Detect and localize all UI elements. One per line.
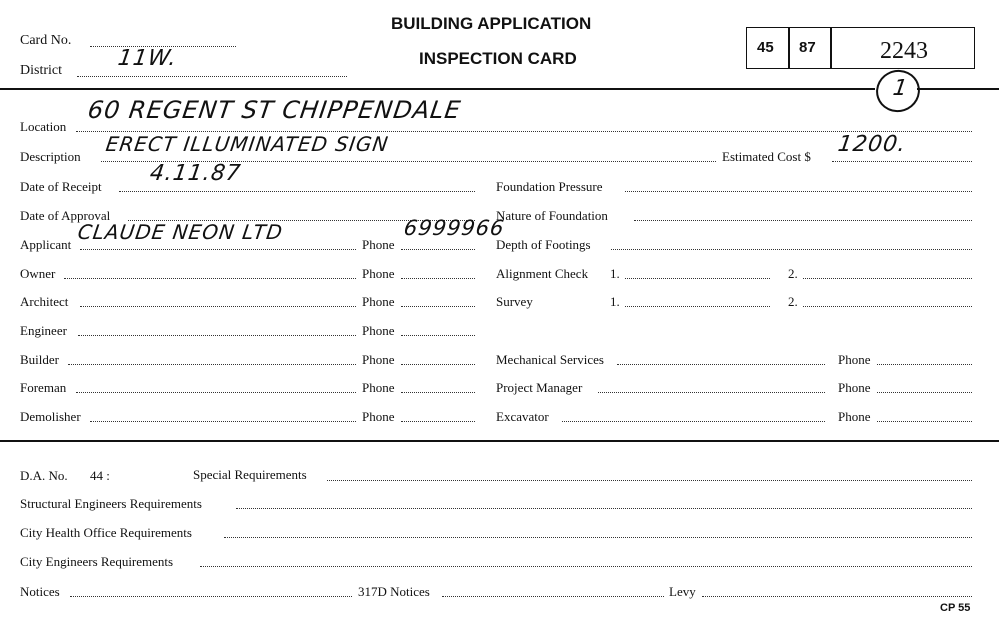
card-box-b-text: 87 xyxy=(799,39,816,56)
applicant-phone-field[interactable] xyxy=(401,249,475,250)
estimated-cost-value: 1200. xyxy=(836,132,908,157)
date-receipt-label: Date of Receipt xyxy=(20,179,102,194)
structural-label: Structural Engineers Requirements xyxy=(20,496,202,511)
form-code: CP 55 xyxy=(940,602,971,614)
notices317-label: 317D Notices xyxy=(358,584,430,599)
mechanical-label: Mechanical Services xyxy=(496,352,604,367)
levy-label: Levy xyxy=(669,584,696,599)
applicant-field[interactable] xyxy=(80,249,356,250)
builder-field[interactable] xyxy=(68,364,356,365)
card-number: 2243 xyxy=(880,38,928,64)
alignment-one-field[interactable] xyxy=(625,278,770,279)
header-divider xyxy=(0,88,875,90)
mechanical-field[interactable] xyxy=(617,364,825,365)
owner-label: Owner xyxy=(20,266,56,281)
circled-mark-value: 1 xyxy=(891,76,910,101)
builder-phone-field[interactable] xyxy=(401,364,475,365)
survey-two-field[interactable] xyxy=(803,306,972,307)
survey-one-field[interactable] xyxy=(625,306,770,307)
owner-field[interactable] xyxy=(64,278,356,279)
mechanical-phone-field[interactable] xyxy=(877,364,972,365)
notices-field[interactable] xyxy=(70,596,352,597)
foreman-phone-field[interactable] xyxy=(401,392,475,393)
notices317-field[interactable] xyxy=(442,596,664,597)
demolisher-phone-label: Phone xyxy=(362,409,395,424)
nature-foundation-label: Nature of Foundation xyxy=(496,208,608,223)
survey-one-label: 1. xyxy=(610,294,620,309)
owner-phone-label: Phone xyxy=(362,266,395,281)
location-label: Location xyxy=(20,119,67,134)
demolisher-phone-field[interactable] xyxy=(401,421,475,422)
applicant-label: Applicant xyxy=(20,237,72,252)
date-receipt-value: 4.11.87 xyxy=(148,161,243,186)
foreman-label: Foreman xyxy=(20,380,67,395)
foreman-field[interactable] xyxy=(76,392,356,393)
project-manager-label: Project Manager xyxy=(496,380,583,395)
engineer-field[interactable] xyxy=(78,335,356,336)
applicant-phone-value: 6999966 xyxy=(402,216,507,240)
architect-phone-label: Phone xyxy=(362,294,395,309)
da-value: 44 : xyxy=(90,468,110,483)
excavator-label: Excavator xyxy=(496,409,549,424)
alignment-two-label: 2. xyxy=(788,266,798,281)
health-label: City Health Office Requirements xyxy=(20,525,192,540)
engineer-phone-label: Phone xyxy=(362,323,395,338)
project-manager-field[interactable] xyxy=(598,392,825,393)
architect-field[interactable] xyxy=(80,306,356,307)
alignment-two-field[interactable] xyxy=(803,278,972,279)
alignment-one-label: 1. xyxy=(610,266,620,281)
foreman-phone-label: Phone xyxy=(362,380,395,395)
city-eng-field[interactable] xyxy=(200,566,972,567)
architect-phone-field[interactable] xyxy=(401,306,475,307)
builder-label: Builder xyxy=(20,352,59,367)
excavator-field[interactable] xyxy=(562,421,825,422)
foundation-pressure-label: Foundation Pressure xyxy=(496,179,603,194)
survey-label: Survey xyxy=(496,294,533,309)
city-eng-label: City Engineers Requirements xyxy=(20,554,174,569)
title-line1: BUILDING APPLICATION xyxy=(391,14,592,33)
architect-label: Architect xyxy=(20,294,69,309)
excavator-phone-field[interactable] xyxy=(877,421,972,422)
applicant-phone-label: Phone xyxy=(362,237,395,252)
project-manager-phone-field[interactable] xyxy=(877,392,972,393)
card-box-a-text: 45 xyxy=(757,39,774,56)
estimated-cost-label: Estimated Cost $ xyxy=(722,149,811,164)
levy-field[interactable] xyxy=(702,596,972,597)
description-label: Description xyxy=(20,149,81,164)
depth-footings-label: Depth of Footings xyxy=(496,237,591,252)
estimated-cost-field[interactable] xyxy=(832,161,972,162)
depth-footings-field[interactable] xyxy=(611,249,972,250)
card-no-label: Card No. xyxy=(20,33,72,48)
engineer-phone-field[interactable] xyxy=(401,335,475,336)
health-field[interactable] xyxy=(224,537,972,538)
demolisher-label: Demolisher xyxy=(20,409,81,424)
header-divider-right xyxy=(917,88,999,90)
project-manager-phone-label: Phone xyxy=(838,380,871,395)
special-label: Special Requirements xyxy=(193,467,307,482)
district-field[interactable] xyxy=(77,76,347,77)
foundation-pressure-field[interactable] xyxy=(625,191,972,192)
structural-field[interactable] xyxy=(236,508,972,509)
alignment-label: Alignment Check xyxy=(496,266,589,281)
mechanical-phone-label: Phone xyxy=(838,352,871,367)
engineer-label: Engineer xyxy=(20,323,67,338)
owner-phone-field[interactable] xyxy=(401,278,475,279)
location-value: 60 REGENT ST CHIPPENDALE xyxy=(86,96,463,124)
section-divider xyxy=(0,440,999,442)
card-box-a xyxy=(746,27,790,69)
builder-phone-label: Phone xyxy=(362,352,395,367)
notices-label: Notices xyxy=(20,584,60,599)
da-label: D.A. No. xyxy=(20,468,68,483)
description-value: ERECT ILLUMINATED SIGN xyxy=(104,132,391,156)
survey-two-label: 2. xyxy=(788,294,798,309)
card-box-b xyxy=(788,27,832,69)
district-value: 11W. xyxy=(116,46,179,71)
date-receipt-field[interactable] xyxy=(119,191,475,192)
title-line2: INSPECTION CARD xyxy=(419,49,577,68)
demolisher-field[interactable] xyxy=(90,421,356,422)
date-approval-label: Date of Approval xyxy=(20,208,111,223)
special-field[interactable] xyxy=(327,480,972,481)
district-label: District xyxy=(20,63,62,78)
applicant-value: CLAUDE NEON LTD xyxy=(76,220,285,244)
nature-foundation-field[interactable] xyxy=(634,220,972,221)
excavator-phone-label: Phone xyxy=(838,409,871,424)
